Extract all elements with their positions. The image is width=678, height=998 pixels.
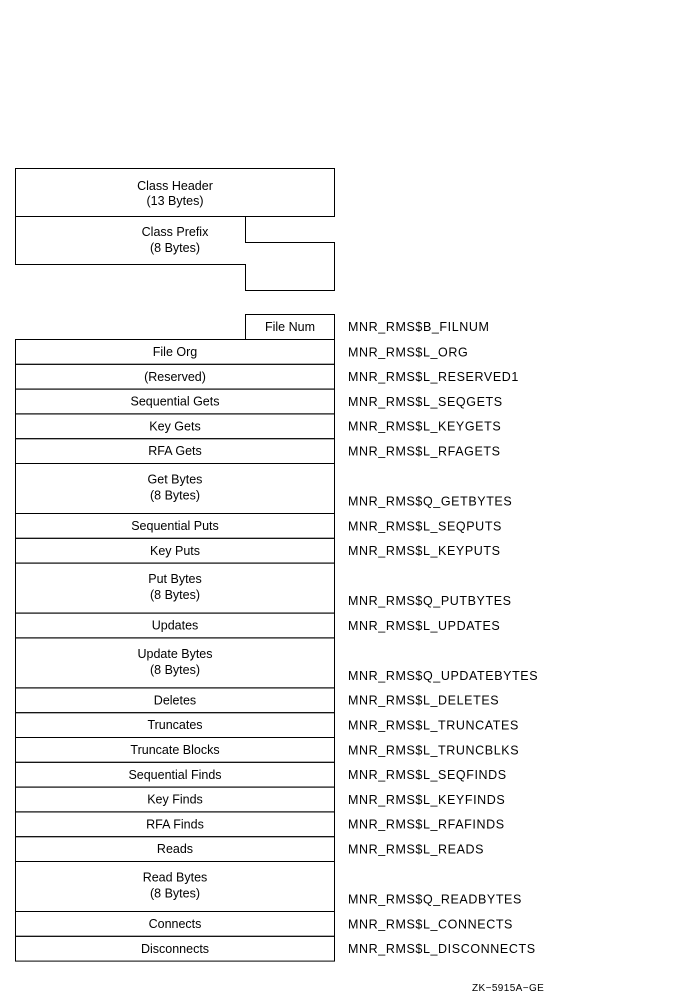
- field-symbol: MNR_RMS$L_TRUNCBLKS: [348, 743, 520, 758]
- field-label: Sequential Puts: [131, 519, 219, 533]
- field-symbol: MNR_RMS$L_TRUNCATES: [348, 718, 519, 733]
- field-label: Truncates: [147, 718, 203, 733]
- field-symbol: MNR_RMS$L_SEQFINDS: [348, 768, 507, 783]
- field-label: Put Bytes: [148, 572, 202, 587]
- field-label: (Reserved): [144, 369, 206, 384]
- field-row: [16, 837, 485, 862]
- field-symbol: MNR_RMS$L_RFAFINDS: [348, 817, 505, 832]
- field-symbol: MNR_RMS$L_DISCONNECTS: [348, 942, 536, 957]
- field-label: Sequential Gets: [130, 394, 220, 409]
- field-label: Reads: [156, 842, 194, 857]
- field-label: Deletes: [153, 693, 197, 708]
- file-num-symbol: MNR_RMS$B_FILNUM: [348, 320, 490, 334]
- field-row: [16, 340, 469, 365]
- file-num-label: File Num: [264, 320, 316, 334]
- field-symbol: MNR_RMS$L_KEYPUTS: [348, 544, 501, 559]
- field-symbol: MNR_RMS$L_ORG: [348, 345, 469, 360]
- class-header-label: Class Header: [137, 179, 213, 193]
- field-symbol: MNR_RMS$L_RESERVED1: [348, 370, 519, 385]
- field-row: [16, 713, 519, 738]
- field-label: Update Bytes: [137, 646, 213, 661]
- field-symbol: MNR_RMS$L_KEYGETS: [348, 419, 502, 434]
- field-label: RFA Finds: [146, 817, 204, 832]
- field-label: Disconnects: [140, 941, 210, 956]
- field-row: [16, 389, 503, 414]
- field-label: Connects: [148, 917, 202, 931]
- field-row: [16, 563, 512, 613]
- field-size: (8 Bytes): [149, 588, 201, 603]
- field-symbol: MNR_RMS$Q_PUTBYTES: [348, 594, 512, 609]
- field-row: [16, 414, 502, 439]
- field-row: [16, 464, 513, 514]
- field-label: File Org: [152, 345, 198, 359]
- field-size: (8 Bytes): [149, 488, 201, 503]
- field-symbol: MNR_RMS$L_DELETES: [348, 693, 500, 708]
- field-symbol: MNR_RMS$L_UPDATES: [348, 618, 501, 633]
- field-label: Key Finds: [147, 792, 203, 807]
- class-prefix-block: [16, 217, 335, 291]
- field-symbol: MNR_RMS$L_RFAGETS: [348, 444, 501, 459]
- field-row: [16, 538, 501, 563]
- field-symbol: MNR_RMS$Q_UPDATEBYTES: [348, 668, 539, 683]
- field-row: [16, 439, 501, 464]
- class-prefix-label: Class Prefix: [141, 225, 209, 239]
- field-size: (8 Bytes): [149, 662, 201, 677]
- field-label: Truncate Blocks: [130, 743, 220, 757]
- field-row: [16, 638, 539, 688]
- field-row: [16, 812, 505, 837]
- field-row: [16, 613, 501, 638]
- field-label: Get Bytes: [147, 472, 203, 487]
- field-symbol: MNR_RMS$L_SEQGETS: [348, 394, 503, 409]
- field-symbol: MNR_RMS$Q_GETBYTES: [348, 494, 513, 509]
- field-symbol: MNR_RMS$Q_READBYTES: [348, 892, 522, 907]
- field-label: RFA Gets: [148, 444, 202, 459]
- class-header-size: (13 Bytes): [146, 194, 204, 208]
- field-table: [16, 340, 539, 962]
- field-symbol: MNR_RMS$L_KEYFINDS: [348, 792, 506, 807]
- field-row: [16, 787, 506, 812]
- class-prefix-size: (8 Bytes): [149, 241, 201, 255]
- field-row: [16, 688, 500, 713]
- field-size: (8 Bytes): [149, 886, 201, 901]
- field-label: Sequential Finds: [128, 767, 222, 782]
- field-label: Key Gets: [149, 419, 201, 434]
- figure-id: ZK−5915A−GE: [472, 983, 545, 994]
- class-header-block: [16, 169, 335, 217]
- field-label: Read Bytes: [142, 870, 208, 885]
- field-row: [16, 514, 503, 539]
- field-label: Key Puts: [149, 543, 201, 558]
- field-row: [16, 912, 514, 937]
- field-row: [16, 364, 519, 389]
- file-num-field: [246, 315, 490, 340]
- field-row: [16, 862, 522, 912]
- field-row: [16, 936, 536, 961]
- field-label: Updates: [151, 618, 199, 633]
- field-symbol: MNR_RMS$L_READS: [348, 842, 485, 857]
- field-symbol: MNR_RMS$L_SEQPUTS: [348, 519, 502, 534]
- field-row: [16, 762, 507, 787]
- field-row: [16, 738, 520, 763]
- field-symbol: MNR_RMS$L_CONNECTS: [348, 917, 513, 932]
